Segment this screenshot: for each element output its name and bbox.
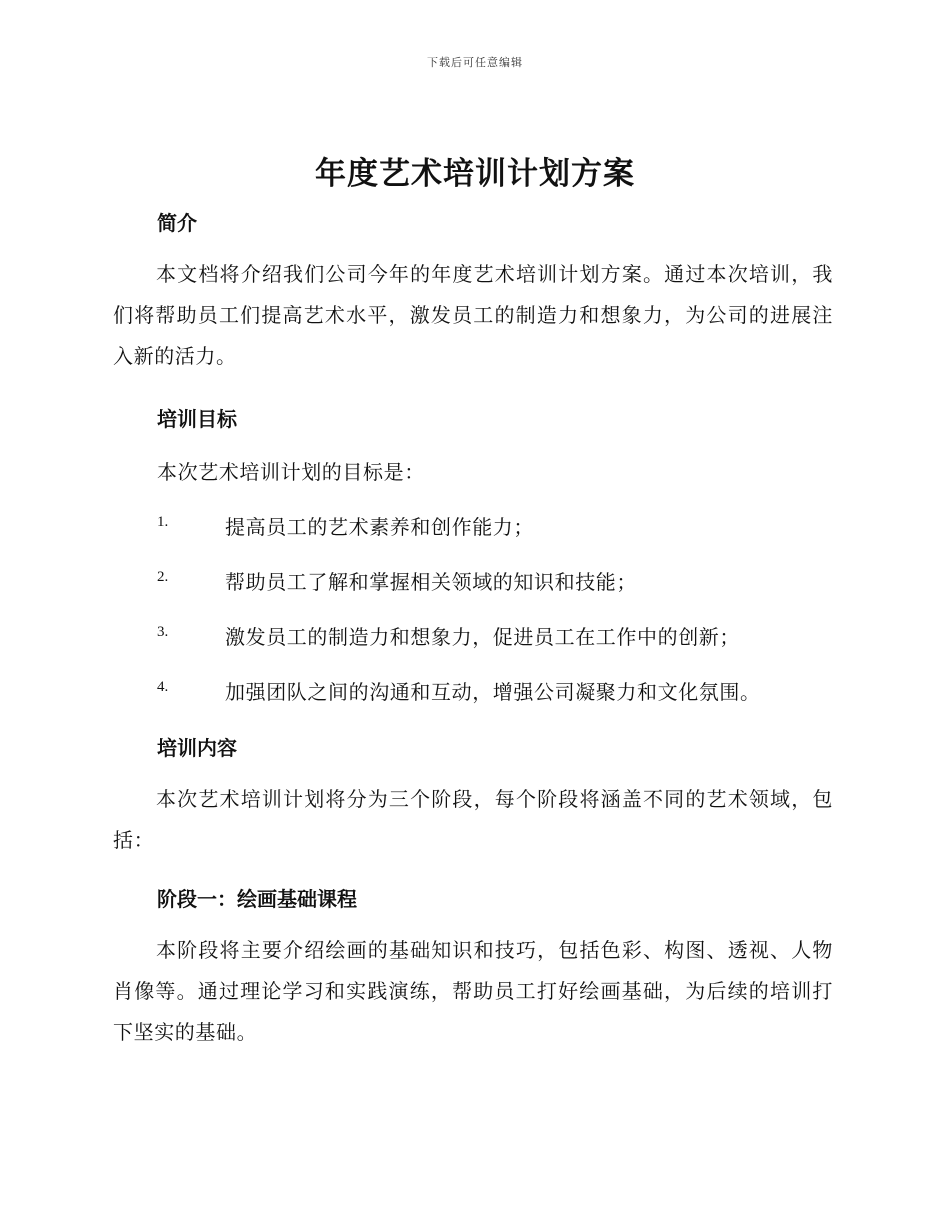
- list-item: [157, 676, 837, 706]
- list-number: 2.: [157, 569, 169, 585]
- intro-heading: 简介: [157, 211, 197, 235]
- list-text: 提高员工的艺术素养和创作能力；: [225, 515, 534, 539]
- document-title: 年度艺术培训计划方案: [315, 156, 635, 192]
- content-paragraph: 本次艺术培训计划将分为三个阶段，每个阶段将涵盖不同的艺术领域，包括：: [113, 787, 833, 852]
- content-heading: 培训内容: [157, 736, 237, 760]
- goals-heading: 培训目标: [157, 407, 237, 431]
- list-item: [157, 621, 837, 651]
- list-number: 4.: [157, 679, 169, 695]
- stage1-heading: 阶段一：绘画基础课程: [157, 887, 357, 911]
- list-item: [157, 566, 837, 596]
- list-number: 3.: [157, 624, 169, 640]
- header-note: 下载后可任意编辑: [427, 56, 523, 69]
- list-text: 帮助员工了解和掌握相关领域的知识和技能；: [225, 570, 637, 594]
- stage1-paragraph: 本阶段将主要介绍绘画的基础知识和技巧，包括色彩、构图、透视、人物肖像等。通过理论学习和实践演练，帮助员工打好绘画基础，为后续的培训打下坚实的基础。: [113, 938, 833, 1044]
- list-item: [157, 511, 837, 541]
- intro-paragraph: 本文档将介绍我们公司今年的年度艺术培训计划方案。通过本次培训，我们将帮助员工们提高艺术水平，激发员工的制造力和想象力，为公司的进展注入新的活力。: [113, 262, 833, 368]
- list-text: 加强团队之间的沟通和互动，增强公司凝聚力和文化氛围。: [225, 680, 761, 704]
- list-text: 激发员工的制造力和想象力，促进员工在工作中的创新；: [225, 625, 740, 649]
- list-number: 1.: [157, 514, 169, 530]
- goals-lead: 本次艺术培训计划的目标是：: [157, 460, 425, 484]
